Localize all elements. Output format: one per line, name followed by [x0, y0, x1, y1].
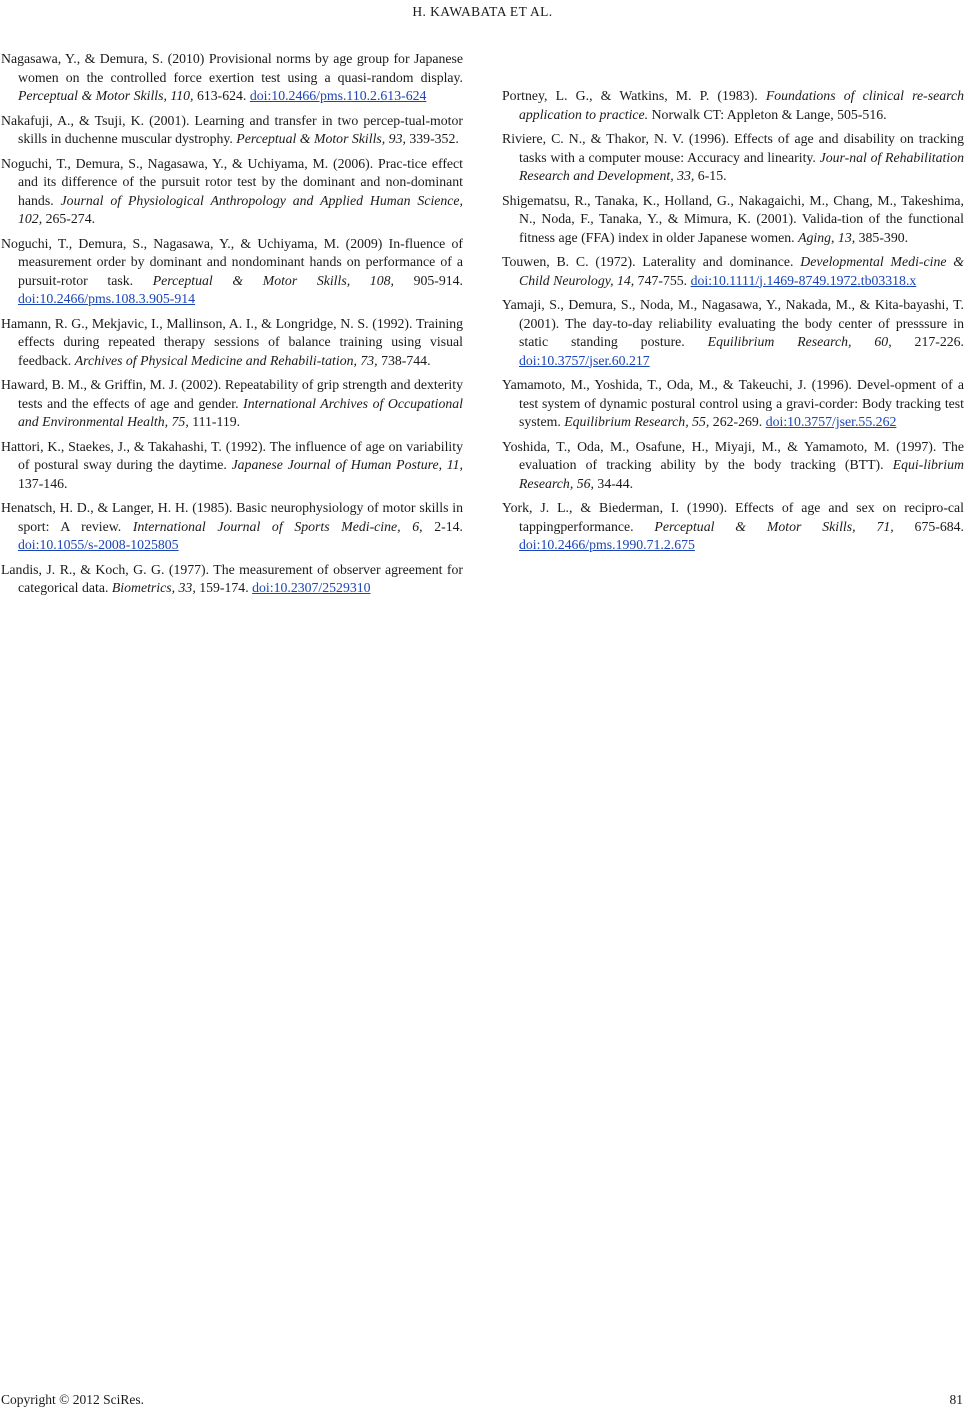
doi-link[interactable]: doi:10.1055/s-2008-1025805: [18, 537, 179, 552]
reference-entry: Noguchi, T., Demura, S., Nagasawa, Y., & Uchiyama, M. (2009) In-fluence of measurement order by dominant and nondominant hands on performance of a pursuit-rotor task. Perceptual & Motor Skills, 108, 905-914. doi:10.2466/pms.108.3.905-914: [1, 235, 464, 306]
reference-entry: Yamamoto, M., Yoshida, T., Oda, M., & Takeuchi, J. (1996). Devel-opment of a test system of dynamic postural control using a gravi-corder: Body tracking test system. Equilibrium Research, 55, 262-269. doi:10.3757/jser.55.262: [502, 377, 964, 429]
doi-link[interactable]: doi:10.2466/pms.110.2.613-624: [249, 88, 427, 103]
references-right-column: [502, 87, 964, 561]
reference-entry: Shigematsu, R., Tanaka, K., Holland, G., Nakagaichi, M., Chang, M., Takeshima, N., Noda, F., Tanaka, Y., & Mimura, K. (2001). Valida-tion of the functional fitness age (FFA) index in older Japanese women. Aging, 13, 385-390.: [502, 192, 964, 245]
reference-entry: Hattori, K., Staekes, J., & Takahashi, T. (1992). The influence of age on variability of postural sway during the daytime. Japanese Journal of Human Posture, 11, 137-146.: [1, 438, 463, 491]
copyright-notice: Copyright © 2012 SciRes.: [1, 1392, 145, 1407]
doi-link[interactable]: doi:10.1111/j.1469-8749.1972.tb03318.x: [690, 272, 917, 288]
reference-entry: Landis, J. R., & Koch, G. G. (1977). The measurement of observer agreement for categorical data. Biometrics, 33, 159-174. doi:10.2307/2529310: [1, 561, 463, 595]
references-left-column: [1, 50, 463, 604]
reference-entry: York, J. L., & Biederman, I. (1990). Effects of age and sex on recipro-cal tappingperformance. Perceptual & Motor Skills, 71, 675-684. doi:10.2466/pms.1990.71.2.675: [502, 500, 964, 552]
reference-entry: Noguchi, T., Demura, S., Nagasawa, Y., & Uchiyama, M. (2006). Prac-tice effect and its difference of the pursuit rotor test by the dominant and non-dominant hands. Journal of Physiological Anthropology and Applied Human Science, 102, 265-274.: [1, 155, 464, 226]
reference-entry: Portney, L. G., & Watkins, M. P. (1983). Foundations of clinical re-search application to practice. Norwalk CT: Appleton & Lange, 505-516.: [502, 88, 964, 122]
page-footer: [1, 1392, 963, 1408]
reference-entry: Henatsch, H. D., & Langer, H. H. (1985). Basic neurophysiology of motor skills in sport: A review. International Journal of Sports Medi-cine, 6, 2-14. doi:10.1055/s-2008-1025805: [1, 500, 463, 552]
doi-link[interactable]: doi:10.2466/pms.1990.71.2.675: [519, 537, 695, 552]
reference-entry: Nagasawa, Y., & Demura, S. (2010) Provisional norms by age group for Japanese women on the controlled force exertion test using a quasi-random display. Perceptual & Motor Skills, 110, 613-624. doi:10.2466/pms.110.2.613-624: [1, 51, 463, 103]
reference-entry: Touwen, B. C. (1972). Laterality and dominance. Developmental Medi-cine & Child Neurology, 14, 747-755. doi:10.1111/j.1469-8749.1972.tb03318.x: [502, 254, 964, 288]
reference-entry: Yamaji, S., Demura, S., Noda, M., Nagasawa, Y., Nakada, M., & Kita-bayashi, T. (2001). The day-to-day reliability evaluating the body center of presssure in static standing posture. Equilibrium Research, 60, 217-226. doi:10.3757/jser.60.217: [502, 297, 964, 368]
doi-link[interactable]: doi:10.3757/jser.55.262: [765, 414, 897, 429]
reference-entry: Yoshida, T., Oda, M., Osafune, H., Miyaji, M., & Yamamoto, M. (1997). The evaluation of tracking ability by the body tracking (BTT). Equi-librium Research, 56, 34-44.: [502, 438, 964, 491]
doi-link[interactable]: doi:10.2466/pms.108.3.905-914: [18, 291, 196, 306]
doi-link[interactable]: doi:10.2307/2529310: [252, 580, 371, 595]
doi-link[interactable]: doi:10.3757/jser.60.217: [519, 352, 650, 368]
running-head: H. KAWABATA ET AL.: [412, 4, 553, 19]
reference-entry: Riviere, C. N., & Thakor, N. V. (1996). Effects of age and disability on tracking tasks with a computer mouse: Accuracy and linearity. Jour-nal of Rehabilitation Research and Development, 33, 6-15.: [502, 131, 964, 183]
reference-entry: Haward, B. M., & Griffin, M. J. (2002). Repeatability of grip strength and dexterity tests and the effects of age and gender. International Archives of Occupational and Environmental Health, 75, 111-119.: [1, 377, 463, 429]
page-number: 81: [949, 1392, 963, 1407]
reference-entry: Hamann, R. G., Mekjavic, I., Mallinson, A. I., & Longridge, N. S. (1992). Training effects during repeated therapy sessions of balance training using visual feedback. Archives of Physical Medicine and Rehabili-tation, 73, 738-744.: [1, 315, 463, 368]
reference-entry: Nakafuji, A., & Tsuji, K. (2001). Learning and transfer in two percep-tual-motor skills in duchenne muscular dystrophy. Perceptual & Motor Skills, 93, 339-352.: [1, 112, 463, 146]
